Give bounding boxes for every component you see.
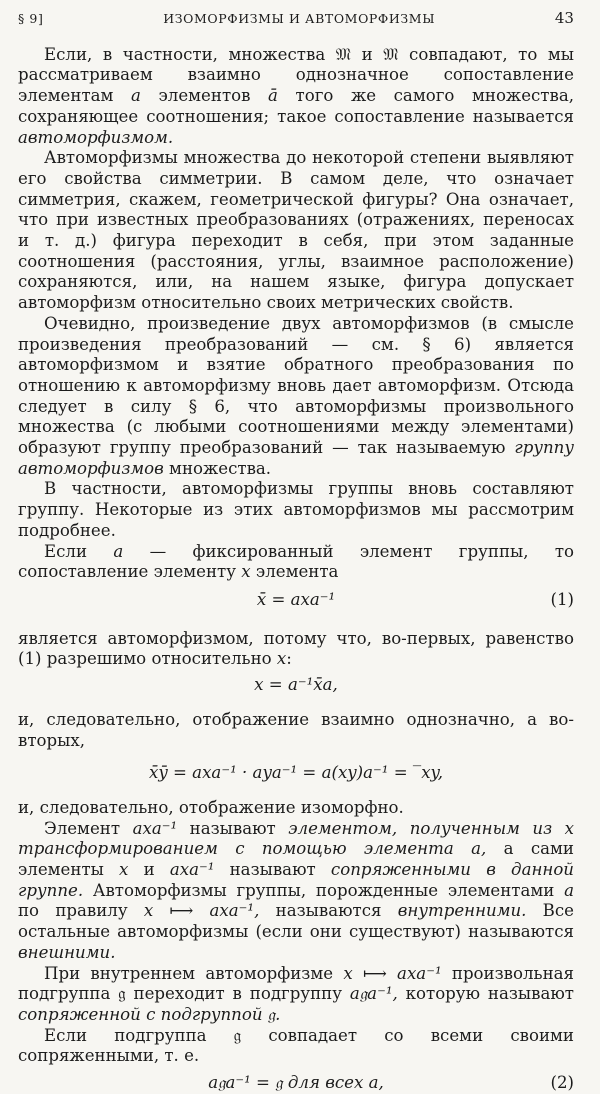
text: по правилу [18, 901, 144, 921]
text: совпадает со всеми своими сопряженными, т. е. [18, 1025, 574, 1066]
text: того же самого множества, сохраняющее соотношения; такое сопоставление называется [18, 86, 574, 126]
math-var: a [564, 880, 574, 900]
paragraph-2: Автоморфизмы множества до некоторой степени выявляют его свойства симметрии. В самом деле, что означает симметрия, скажем, геометрической фигуры? Она означает, что при известных преобразованиях (отражениях, переносах и т. д.) фигура переходит в себя, при этом заданные соотношения (расстояния, углы, взаимное расположение) сохраняются, или, на нашем языке, фигура допускает автоморфизм относительно своих метрических свойств. [18, 148, 574, 313]
text: Очевидно, произведение двух автоморфизмов (в смысле произведения преобразований — см. § 6) является автоморфизмом и взятие обратного преобразования по отношению к автоморфизму вновь дает автоморфизм. Отсюда следует в силу § 6, что автоморфизмы произвольного множества (с любыми соотношениями между элементами) образуют группу преобразований — так называемую [18, 313, 574, 458]
math-expr: x ⟼ axa⁻¹ [343, 963, 442, 983]
text: называют [214, 860, 331, 880]
math-var: a [113, 541, 124, 561]
text: переходит в подгруппу [125, 984, 350, 1004]
equation-number: (2) [550, 1073, 574, 1093]
text: При внутреннем автоморфизме [44, 963, 344, 983]
text: Элемент [44, 818, 133, 838]
section-label: § 9] [18, 11, 44, 26]
formula-text: x̄ = axa⁻¹ [256, 589, 336, 609]
formula-text: a𝔤a⁻¹ = 𝔤 для всех a, [208, 1073, 384, 1093]
text: множества. [163, 458, 272, 478]
paragraph-11 [18, 1026, 574, 1067]
equation-3 [18, 763, 574, 784]
paragraph-1 [18, 45, 574, 149]
paragraph-5 [18, 542, 574, 583]
text: элементов [140, 86, 269, 106]
math-expr: x ⟼ axa⁻¹, [143, 901, 260, 921]
math-expr: axa⁻¹ [132, 818, 178, 838]
math-var: a [131, 86, 141, 106]
defined-term: группу автоморфизмов [18, 438, 574, 478]
paragraph-4: В частности, автоморфизмы группы вновь составляют группу. Некоторые из этих автоморфизмов мы рассмотрим подробнее. [18, 479, 574, 540]
text: Если подгруппа [44, 1025, 234, 1045]
formula-text: x = a⁻¹x̄a, [254, 675, 338, 695]
page-number: 43 [554, 9, 574, 27]
subgroup-symbol: 𝔤 [118, 984, 126, 1004]
text: называются [259, 901, 398, 921]
defined-term: внутренними. [397, 901, 527, 921]
equation-number: (1) [550, 589, 574, 609]
chapter-title: ИЗОМОРФИЗМЫ И АВТОМОРФИЗМЫ [163, 11, 436, 26]
text: которую называют [397, 984, 574, 1004]
text: называют [177, 818, 289, 838]
set-symbol: 𝔐 [335, 44, 352, 64]
text: произвольная подгруппа [18, 963, 574, 1004]
subgroup-symbol: 𝔤 [233, 1025, 242, 1045]
text: Автоморфизмы группы, порожденные элементами [83, 880, 565, 900]
set-symbol: 𝔐 [383, 44, 399, 64]
text: совпадают, то мы рассматриваем взаимно однозначное сопоставление элементам [18, 44, 575, 106]
math-var: x [276, 649, 287, 669]
paragraph-6 [18, 629, 574, 670]
defined-term: сопряженными в данной группе. [18, 860, 574, 900]
equation-2 [18, 675, 574, 696]
paragraph-3 [18, 314, 574, 480]
math-expr: axa⁻¹ [169, 860, 215, 880]
math-var: ā [268, 86, 278, 106]
math-var: x [119, 860, 129, 880]
text: : [286, 649, 292, 669]
defined-term: внешними. [18, 942, 116, 962]
text: элемента [250, 562, 339, 582]
math-var: x [241, 562, 251, 582]
text: и [128, 860, 170, 880]
math-expr: a𝔤a⁻¹, [349, 984, 398, 1004]
paragraph-7: и, следовательно, отображение взаимно однозначно, а во-вторых, [18, 709, 574, 750]
paragraph-10 [18, 964, 574, 1026]
equation-4 [18, 1073, 574, 1094]
text: — фиксированный элемент группы, то сопоставление элементу [18, 541, 574, 582]
defined-term: сопряженной с подгруппой 𝔤. [18, 1004, 281, 1024]
running-header [18, 8, 574, 30]
equation-1 [18, 590, 574, 611]
text: и [351, 44, 384, 64]
defined-term: автоморфизмом. [18, 127, 174, 147]
text: Если [44, 541, 114, 561]
text: Если, в частности, множества [44, 44, 336, 64]
text: а сами элементы [18, 839, 574, 880]
paragraph-9 [18, 819, 574, 964]
defined-term: элементом, полученным из x трансформированием с помощью элемента a, [18, 818, 575, 859]
text: является автоморфизмом, потому что, во-первых, равенство (1) разрешимо относительно [18, 628, 574, 669]
paragraph-8: и, следовательно, отображение изоморфно. [18, 797, 404, 817]
formula-text: x̄ȳ = axa⁻¹ · aya⁻¹ = a(xy)a⁻¹ = ‾xy, [148, 763, 444, 783]
text: Все остальные автоморфизмы (если они существуют) называются [18, 901, 574, 942]
